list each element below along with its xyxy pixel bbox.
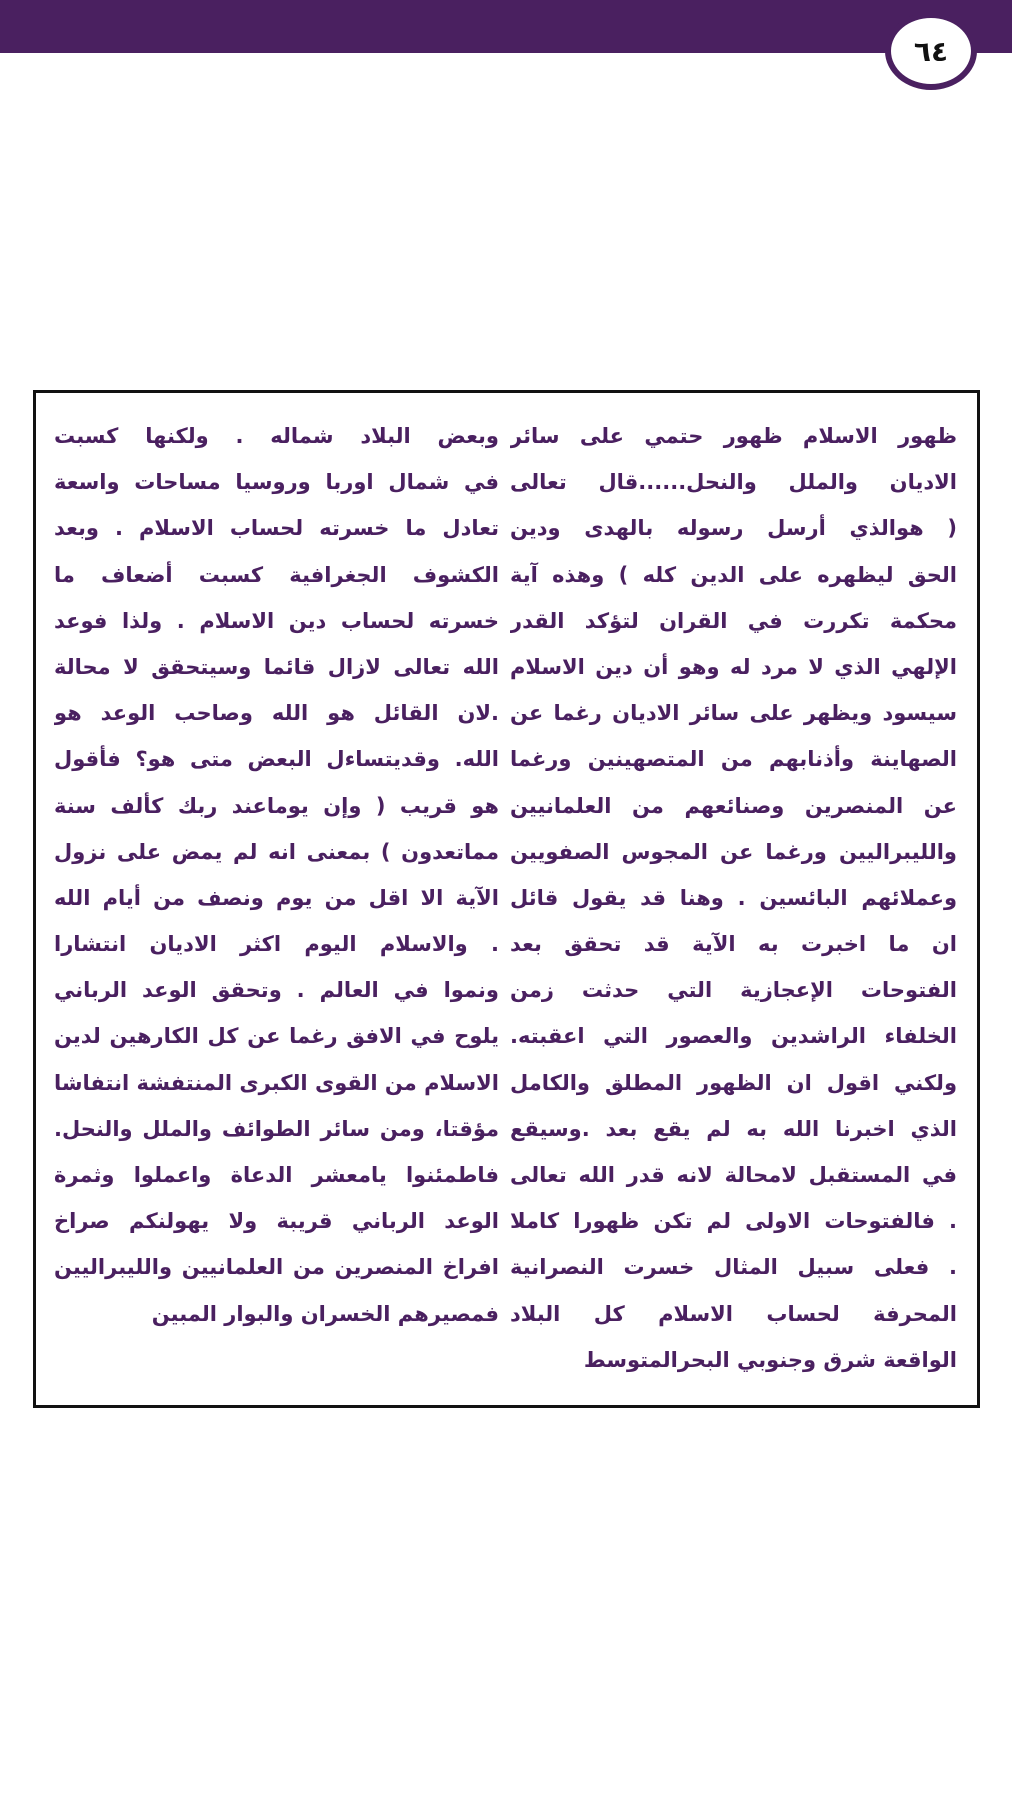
article-line: ظهور الاسلام ظهور حتمي على سائر [510, 424, 957, 448]
article-line: في المستقبل لامحالة لانه قدر الله تعالى [510, 1163, 957, 1187]
article-line: والليبراليين ورغما عن المجوس الصفويين [510, 839, 957, 864]
article-line: الآية الا اقل من يوم ونصف من أيام الله [54, 885, 499, 910]
article-line: ونموا في العالم . وتحقق الوعد الرباني [54, 978, 499, 1003]
article-line: افراخ المنصرين من العلمانيين والليبراليين [54, 1255, 499, 1280]
article-column-left [54, 413, 499, 1337]
article-line: وعملائهم البائسين . وهنا قد يقول قائل [510, 885, 957, 910]
article-line: الذي اخبرنا الله به لم يقع بعد .وسيقع [510, 1116, 957, 1141]
article-line: مماتعدون ) بمعنى انه لم يمض على نزول [54, 839, 499, 864]
article-line: المحرفة لحساب الاسلام كل البلاد [510, 1301, 957, 1326]
article-line: فمصيرهم الخسران والبوار المبين [151, 1301, 499, 1326]
article-line: . فالفتوحات الاولى لم تكن ظهورا كاملا [510, 1209, 957, 1234]
page-number-badge [885, 12, 977, 90]
article-line: .لان القائل هو الله وصاحب الوعد هو [54, 701, 499, 726]
article-line: الوعد الرباني قريبة ولا يهولنكم صراخ [54, 1209, 499, 1234]
article-line: فاطمئنوا يامعشر الدعاة واعملوا وثمرة [54, 1163, 499, 1187]
article-line: الاسلام من القوى الكبرى المنتفشة انتفاشا [54, 1070, 499, 1095]
page-number: ٦٤ [913, 34, 949, 68]
article-line: تعادل ما خسرته لحساب الاسلام . وبعد [54, 516, 499, 541]
article-line: هو قريب ( وإن يوماعند ربك كألف سنة [54, 793, 499, 818]
article-line: الله. وقديتساءل البعض متى هو؟ فأقول [54, 747, 499, 772]
article-line: يلوح في الافق رغما عن كل الكارهين لدين [54, 1024, 499, 1049]
article-line: الاديان والملل والنحل......قال تعالى [510, 470, 957, 495]
article-line: وبعض البلاد شماله . ولكنها كسبت [54, 424, 499, 448]
article-line: الفتوحات الإعجازية التي حدثت زمن [510, 978, 957, 1003]
header-bar [0, 0, 1012, 53]
article-line: عن المنصرين وصنائعهم من العلمانيين [510, 793, 957, 818]
article-line: خسرته لحساب دين الاسلام . ولذا فوعد [54, 608, 499, 633]
article-line: في شمال اوربا وروسيا مساحات واسعة [54, 470, 499, 495]
article-line: سيسود ويظهر على سائر الاديان رغما عن [510, 701, 957, 726]
article-line: ان ما اخبرت به الآية قد تحقق بعد [510, 932, 957, 957]
article-line: الخلفاء الراشدين والعصور التي اعقبته. [510, 1024, 957, 1049]
article-line: الله تعالى لازال قائما وسيتحقق لا محالة [54, 654, 499, 679]
article-line: الحق ليظهره على الدين كله ) وهذه آية [510, 562, 957, 587]
article-line: الصهاينة وأذنابهم من المتصهينين ورغما [510, 747, 957, 772]
article-line: ( هوالذي أرسل رسوله بالهدى ودين [510, 516, 957, 541]
article-line: الإلهي الذي لا مرد له وهو أن دين الاسلام [510, 654, 957, 679]
article-box [33, 390, 980, 1408]
article-line: مؤقتا، ومن سائر الطوائف والملل والنحل. [54, 1116, 499, 1141]
article-line: ولكني اقول ان الظهور المطلق والكامل [510, 1070, 957, 1095]
article-line: الكشوف الجغرافية كسبت أضعاف ما [54, 562, 499, 587]
article-line: محكمة تكررت في القران لتؤكد القدر [510, 608, 957, 633]
article-line: . فعلى سبيل المثال خسرت النصرانية [510, 1255, 957, 1280]
article-line: الواقعة شرق وجنوبي البحرالمتوسط [583, 1347, 957, 1372]
article-column-right [510, 413, 957, 1383]
article-line: . والاسلام اليوم اكثر الاديان انتشارا [54, 932, 499, 957]
